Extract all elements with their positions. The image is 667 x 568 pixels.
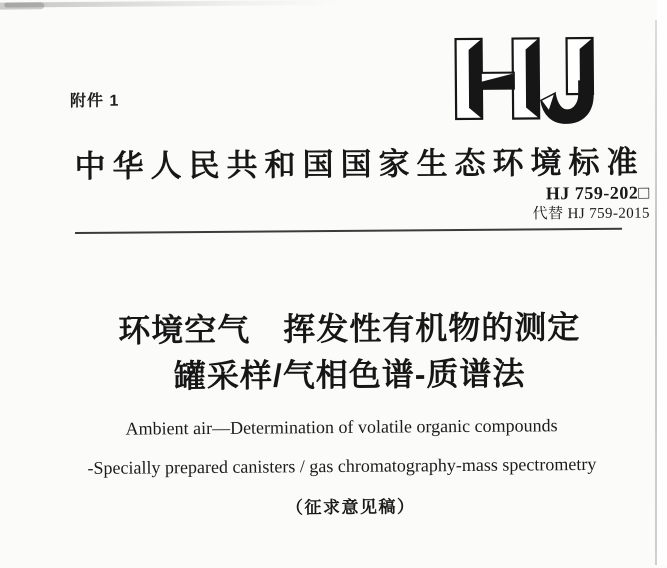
replaces-note: 代替 HJ 759-2015 <box>532 205 650 223</box>
hj-logo-graphic <box>453 36 596 129</box>
standard-number-block <box>532 182 650 226</box>
title-en-line1: Ambient air—Determination of volatile organic compounds <box>125 415 558 439</box>
scan-artifact-corner-mark <box>0 2 44 9</box>
title-en-line2: -Specially prepared canisters / gas chromatography-mass spectrometry <box>87 453 597 478</box>
draft-note: （征求意见稿） <box>285 497 416 518</box>
header-rule <box>75 228 622 234</box>
hj-logo-text <box>453 129 454 130</box>
document-title-cn <box>76 304 624 400</box>
standard-number: HJ 759-202□ <box>545 182 650 204</box>
title-cn-line2: 罐采样/气相色谱-质谱法 <box>173 355 526 395</box>
scan-margin-strip <box>657 0 667 565</box>
hj-logo <box>453 36 596 129</box>
org-title: 中华人民共和国国家生态环境标准 <box>74 144 645 185</box>
attachment-label: 附件 1 <box>69 92 120 111</box>
scan-artifact-smudge <box>4 0 339 8</box>
title-cn-line1: 环境空气 挥发性有机物的测定 <box>118 309 581 349</box>
